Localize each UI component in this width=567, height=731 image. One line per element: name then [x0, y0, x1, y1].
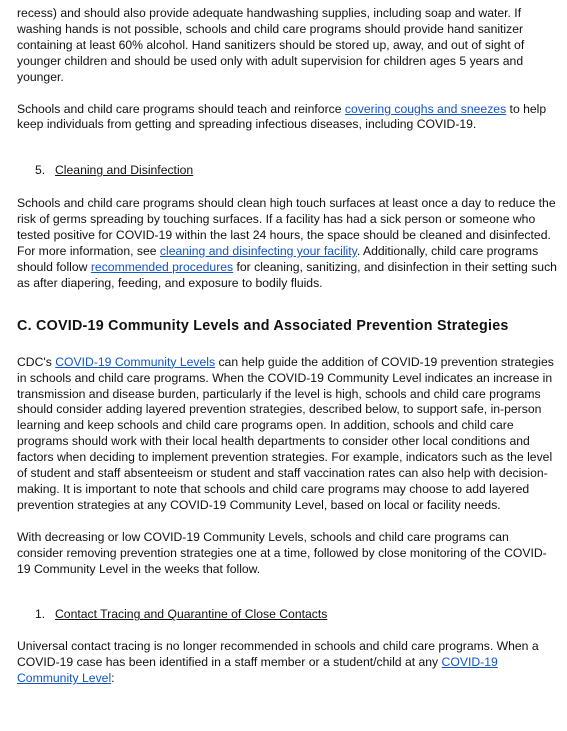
- text: Schools and child care programs should clean high touch surfaces at least once a day to reduce the risk of germs spreading by touching surfaces. If a facility has had a sick person or someone who tested positive for COVID-19 within the last 24 hours, the space should be cleaned and disinfected. For more information, see: [17, 196, 556, 258]
- cleaning-paragraph: [17, 196, 557, 291]
- decreasing-levels-paragraph: With decreasing or low COVID-19 Community Levels, schools and child care programs can consider removing prevention strategies one at a time, followed by close monitoring of the COVID-19 Community Level in the weeks that follow.: [17, 529, 547, 576]
- text: CDC's: [17, 354, 56, 369]
- contact-tracing-paragraph: [17, 639, 557, 687]
- text: can help guide the addition of COVID-19 prevention strategies in schools and child care programs. When the COVID-19 Community Level indicates an increase in transmission and disease burden, particularly if the level is high, schools and child care programs should consider adding layered prevention strategies, described below, to support safe, in-person learning and keep schools and child care programs open. In addition, schools and child care programs should work with their local health departments to consider other local conditions and factors when deciding to implement prevention strategies. For example, indicators such as the level of student and staff absenteeism or student and staff vaccination rates can also help with decision-making. It is important to note that schools and child care programs may choose to add layered prevention strategies at any COVID-19 Community Level, based on local or facility needs.: [17, 354, 554, 512]
- text: . Additionally, child care programs should follow: [17, 243, 539, 274]
- community-levels-link[interactable]: COVID-19 Community Levels: [55, 354, 216, 369]
- section-number: 1.: [35, 607, 46, 622]
- section-c-heading: C. COVID-19 Community Levels and Associated Prevention Strategies: [17, 317, 509, 334]
- text: Universal contact tracing is no longer recommended in schools and child care programs. When a COVID-19 case has been identified in a staff member or a student/child at any: [17, 639, 539, 670]
- cleaning-disinfecting-link[interactable]: cleaning and disinfecting your facility: [159, 243, 357, 258]
- document-page: [17, 6, 557, 687]
- text: for cleaning, sanitizing, and disinfection in their setting such as after diapering, feeding, and exposure to bodily fluids.: [17, 259, 557, 290]
- section-5-heading: [35, 163, 557, 179]
- text: to help keep individuals from getting and spreading infectious diseases, including COVID-19.: [17, 101, 547, 132]
- section-title: Contact Tracing and Quarantine of Close Contacts: [55, 607, 328, 622]
- text: :: [111, 671, 115, 686]
- coughs-paragraph: [17, 102, 557, 134]
- text: Schools and child care programs should teach and reinforce: [17, 101, 345, 116]
- community-level-link[interactable]: COVID-19 Community Level: [17, 655, 498, 686]
- covering-coughs-link[interactable]: covering coughs and sneezes: [344, 101, 507, 116]
- handwashing-paragraph: recess) and should also provide adequate handwashing supplies, including soap and water. If washing hands is not possible, schools and child care programs should provide hand sanitizer containing at least 60% alcohol. Hand sanitizers should be stored up, away, and out of sight of younger children and should be used only with adult supervision for children ages 5 years and younger.: [17, 6, 525, 84]
- section-number: 5.: [35, 163, 46, 178]
- section-title: Cleaning and Disinfection: [55, 163, 194, 178]
- recommended-procedures-link[interactable]: recommended procedures: [90, 259, 234, 274]
- community-levels-paragraph: [17, 355, 557, 514]
- section-1-heading: [35, 607, 557, 623]
